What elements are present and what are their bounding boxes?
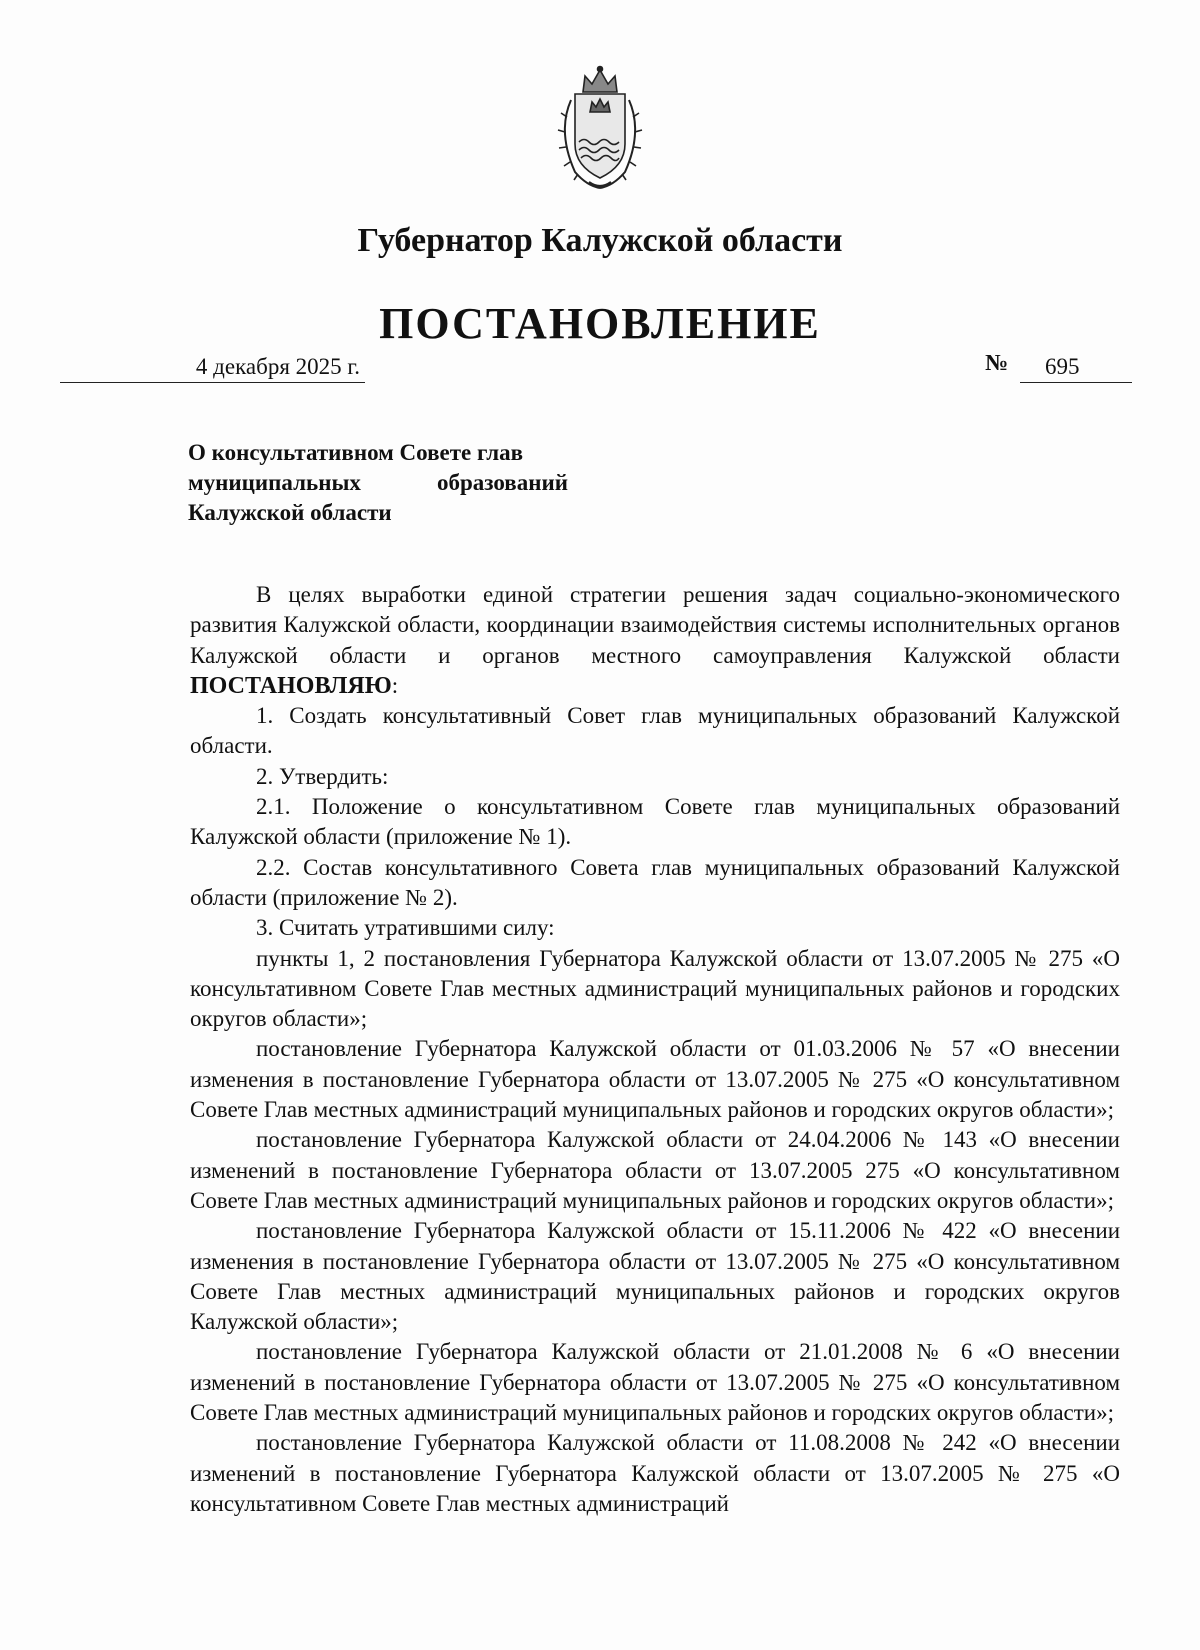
date-field xyxy=(60,350,365,383)
document-type-title: ПОСТАНОВЛЕНИЕ xyxy=(379,299,821,348)
repealed-act-6: постановление Губернатора Калужской области от 11.08.2008 № 242 «О внесении изменений в постановление Губернатора Калужской области от 13.07.2005 № 275 «О консультативном Совете Глав местных администраций xyxy=(190,1430,1120,1516)
subject-line-2: муниципальных образований xyxy=(188,470,568,495)
decree-word: ПОСТАНОВЛЯЮ xyxy=(190,672,392,699)
item-2-1-regulation: 2.1. Положение о консультативном Совете глав муниципальных образований Калужской области (приложение № 1). xyxy=(190,794,1120,850)
document-number: 695 xyxy=(1045,354,1080,379)
item-1-create: 1. Создать консультативный Совет глав муниципальных образований Калужской области. xyxy=(190,703,1120,759)
coat-of-arms-emblem xyxy=(545,62,655,192)
document-date: 4 декабря 2025 г. xyxy=(195,354,360,379)
preamble-paragraph xyxy=(190,580,1120,701)
preamble-colon: : xyxy=(391,672,399,698)
item-2-approve: 2. Утвердить: xyxy=(256,763,389,789)
repealed-act-5: постановление Губернатора Калужской области от 21.01.2008 № 6 «О внесении изменений в постановление Губернатора области от 13.07.2005 № 275 «О консультативном Совете Глав местных администраций муниципальных районов и городских округов области»; xyxy=(190,1339,1120,1426)
repealed-act-4: постановление Губернатора Калужской области от 15.11.2006 № 422 «О внесении изменения в постановление Губернатора области от 13.07.2005 № 275 «О консультативном Совете Глав местных администраций муниципальных районов и городских округов Калужской области»; xyxy=(190,1218,1120,1335)
subject-line-3: Калужской области xyxy=(188,500,392,525)
preamble-text: В целях выработки единой стратегии решения задач социально-экономического развития Калужской области, координации взаимодействия системы исполнительных органов Калужской области и органов местного самоуправления Калужской области xyxy=(190,582,1120,668)
document-body xyxy=(190,580,1120,1519)
document-subject xyxy=(188,438,568,528)
repealed-act-1: пункты 1, 2 постановления Губернатора Калужской области от 13.07.2005 № 275 «О консультативном Совете Глав местных администраций муниципальных районов и городских округов области»; xyxy=(190,945,1120,1032)
issuing-authority: Губернатор Калужской области xyxy=(357,222,843,259)
number-label: № xyxy=(985,350,1009,375)
subject-line-1: О консультативном Совете глав xyxy=(188,440,524,465)
item-3-repeal: 3. Считать утратившими силу: xyxy=(256,915,555,941)
number-field xyxy=(1020,350,1132,383)
repealed-act-2: постановление Губернатора Калужской области от 01.03.2006 № 57 «О внесении изменения в постановление Губернатора области от 13.07.2005 № 275 «О консультативном Совете Глав местных администраций муниципальных районов и городских округов области»; xyxy=(190,1036,1120,1123)
repealed-act-3: постановление Губернатора Калужской области от 24.04.2006 № 143 «О внесении изменений в постановление Губернатора области от 13.07.2005 275 «О консультативном Совете Глав местных администраций муниципальных районов и городских округов области»; xyxy=(190,1127,1120,1213)
item-2-2-composition: 2.2. Состав консультативного Совета глав муниципальных образований Калужской области (приложение № 2). xyxy=(190,854,1120,910)
